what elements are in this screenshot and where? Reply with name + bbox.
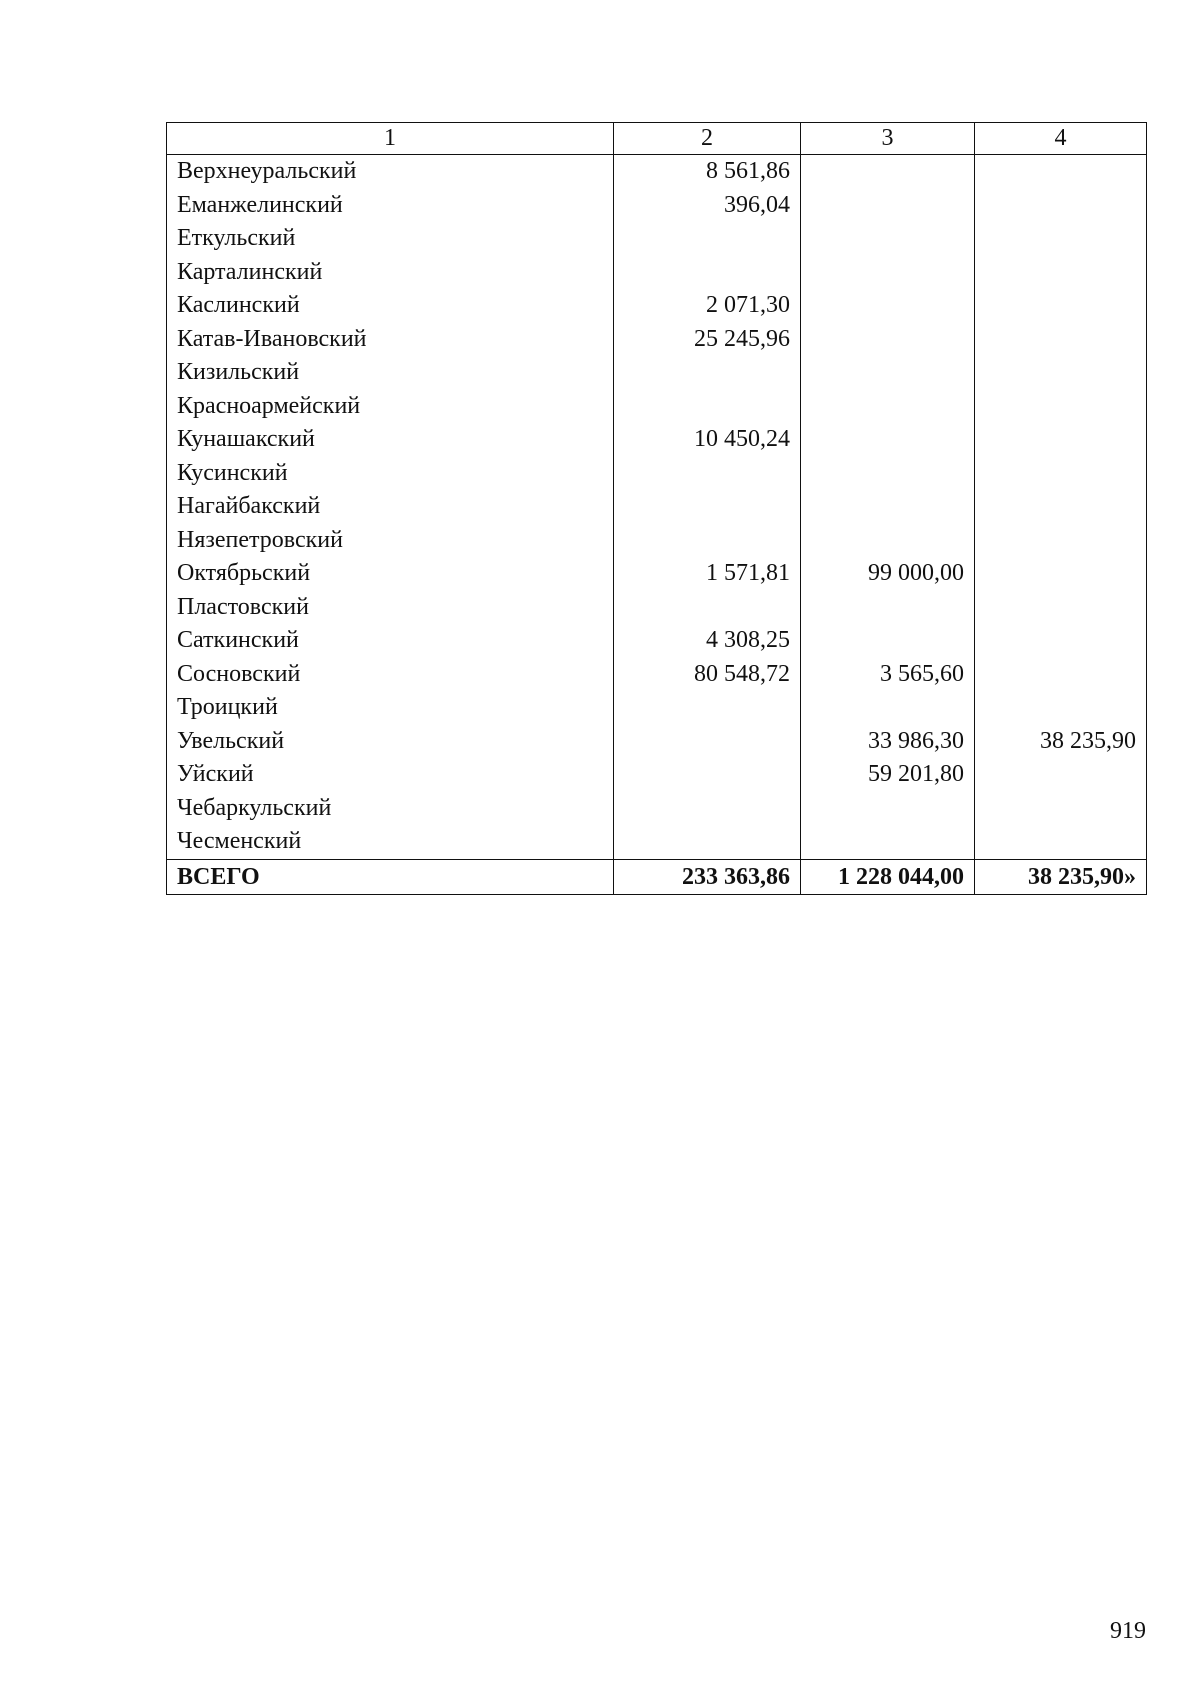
cell-col-2: [614, 222, 801, 256]
cell-col-3: [801, 222, 975, 256]
cell-col-3: [801, 524, 975, 558]
district-name: Нязепетровский: [167, 524, 614, 558]
total-col-4: 38 235,90»: [975, 859, 1147, 894]
cell-col-2: 80 548,72: [614, 658, 801, 692]
cell-col-2: 4 308,25: [614, 624, 801, 658]
cell-col-4: 38 235,90: [975, 725, 1147, 759]
cell-col-4: [975, 658, 1147, 692]
table-header-row: [167, 123, 1147, 155]
cell-col-4: [975, 356, 1147, 390]
table-row: [167, 825, 1147, 859]
table-row: [167, 758, 1147, 792]
cell-col-4: [975, 591, 1147, 625]
cell-col-2: 8 561,86: [614, 155, 801, 189]
district-name: Октябрьский: [167, 557, 614, 591]
table-row: [167, 289, 1147, 323]
table-row: [167, 557, 1147, 591]
cell-col-2: [614, 490, 801, 524]
district-name: Еткульский: [167, 222, 614, 256]
district-name: Увельский: [167, 725, 614, 759]
cell-col-2: 2 071,30: [614, 289, 801, 323]
table-row: [167, 792, 1147, 826]
table-row: [167, 189, 1147, 223]
cell-col-3: [801, 189, 975, 223]
cell-col-4: [975, 155, 1147, 189]
table-row: [167, 356, 1147, 390]
district-name: Кунашакский: [167, 423, 614, 457]
cell-col-4: [975, 189, 1147, 223]
cell-col-3: [801, 155, 975, 189]
cell-col-3: [801, 490, 975, 524]
cell-col-3: 3 565,60: [801, 658, 975, 692]
total-col-3: 1 228 044,00: [801, 859, 975, 894]
cell-col-2: [614, 825, 801, 859]
district-name: Кизильский: [167, 356, 614, 390]
district-name: Пластовский: [167, 591, 614, 625]
cell-col-3: [801, 390, 975, 424]
cell-col-3: 59 201,80: [801, 758, 975, 792]
cell-col-4: [975, 323, 1147, 357]
cell-col-2: 396,04: [614, 189, 801, 223]
cell-col-3: [801, 792, 975, 826]
cell-col-3: [801, 591, 975, 625]
cell-col-4: [975, 524, 1147, 558]
table-row: [167, 658, 1147, 692]
table-row: [167, 524, 1147, 558]
cell-col-4: [975, 557, 1147, 591]
cell-col-2: [614, 390, 801, 424]
table-row: [167, 155, 1147, 189]
cell-col-2: [614, 691, 801, 725]
district-name: Кусинский: [167, 457, 614, 491]
district-name: Катав-Ивановский: [167, 323, 614, 357]
table-row: [167, 390, 1147, 424]
cell-col-4: [975, 222, 1147, 256]
table-row: [167, 423, 1147, 457]
cell-col-2: [614, 758, 801, 792]
cell-col-3: [801, 323, 975, 357]
table-row: [167, 691, 1147, 725]
district-name: Нагайбакский: [167, 490, 614, 524]
cell-col-4: [975, 256, 1147, 290]
cell-col-3: 99 000,00: [801, 557, 975, 591]
cell-col-4: [975, 390, 1147, 424]
cell-col-2: [614, 725, 801, 759]
cell-col-3: [801, 289, 975, 323]
cell-col-3: [801, 624, 975, 658]
cell-col-4: [975, 624, 1147, 658]
cell-col-2: [614, 256, 801, 290]
district-name: Карталинский: [167, 256, 614, 290]
table-row: [167, 725, 1147, 759]
table-row: [167, 256, 1147, 290]
district-name: Верхнеуральский: [167, 155, 614, 189]
cell-col-4: [975, 490, 1147, 524]
cell-col-2: [614, 356, 801, 390]
district-name: Уйский: [167, 758, 614, 792]
table-row: [167, 624, 1147, 658]
cell-col-2: 25 245,96: [614, 323, 801, 357]
district-name: Чебаркульский: [167, 792, 614, 826]
cell-col-3: [801, 356, 975, 390]
table-row: [167, 591, 1147, 625]
cell-col-4: [975, 457, 1147, 491]
cell-col-4: [975, 825, 1147, 859]
district-name: Саткинский: [167, 624, 614, 658]
data-table: [166, 122, 1147, 895]
cell-col-2: 10 450,24: [614, 423, 801, 457]
district-name: Сосновский: [167, 658, 614, 692]
cell-col-3: [801, 423, 975, 457]
cell-col-4: [975, 691, 1147, 725]
total-row: [167, 859, 1147, 894]
cell-col-4: [975, 423, 1147, 457]
cell-col-4: [975, 792, 1147, 826]
cell-col-2: [614, 524, 801, 558]
cell-col-3: [801, 691, 975, 725]
district-name: Троицкий: [167, 691, 614, 725]
column-header-1: 1: [167, 123, 614, 155]
table-row: [167, 490, 1147, 524]
table-body: [167, 155, 1147, 860]
cell-col-3: [801, 457, 975, 491]
table-row: [167, 323, 1147, 357]
cell-col-2: 1 571,81: [614, 557, 801, 591]
cell-col-3: [801, 825, 975, 859]
total-col-2: 233 363,86: [614, 859, 801, 894]
district-name: Красноармейский: [167, 390, 614, 424]
district-name: Каслинский: [167, 289, 614, 323]
cell-col-2: [614, 792, 801, 826]
table-row: [167, 457, 1147, 491]
column-header-2: 2: [614, 123, 801, 155]
column-header-3: 3: [801, 123, 975, 155]
cell-col-2: [614, 457, 801, 491]
column-header-4: 4: [975, 123, 1147, 155]
page-number: 919: [1110, 1618, 1146, 1644]
cell-col-4: [975, 289, 1147, 323]
cell-col-3: [801, 256, 975, 290]
table-row: [167, 222, 1147, 256]
district-name: Еманжелинский: [167, 189, 614, 223]
district-name: Чесменский: [167, 825, 614, 859]
cell-col-2: [614, 591, 801, 625]
cell-col-4: [975, 758, 1147, 792]
total-label: ВСЕГО: [167, 859, 614, 894]
cell-col-3: 33 986,30: [801, 725, 975, 759]
